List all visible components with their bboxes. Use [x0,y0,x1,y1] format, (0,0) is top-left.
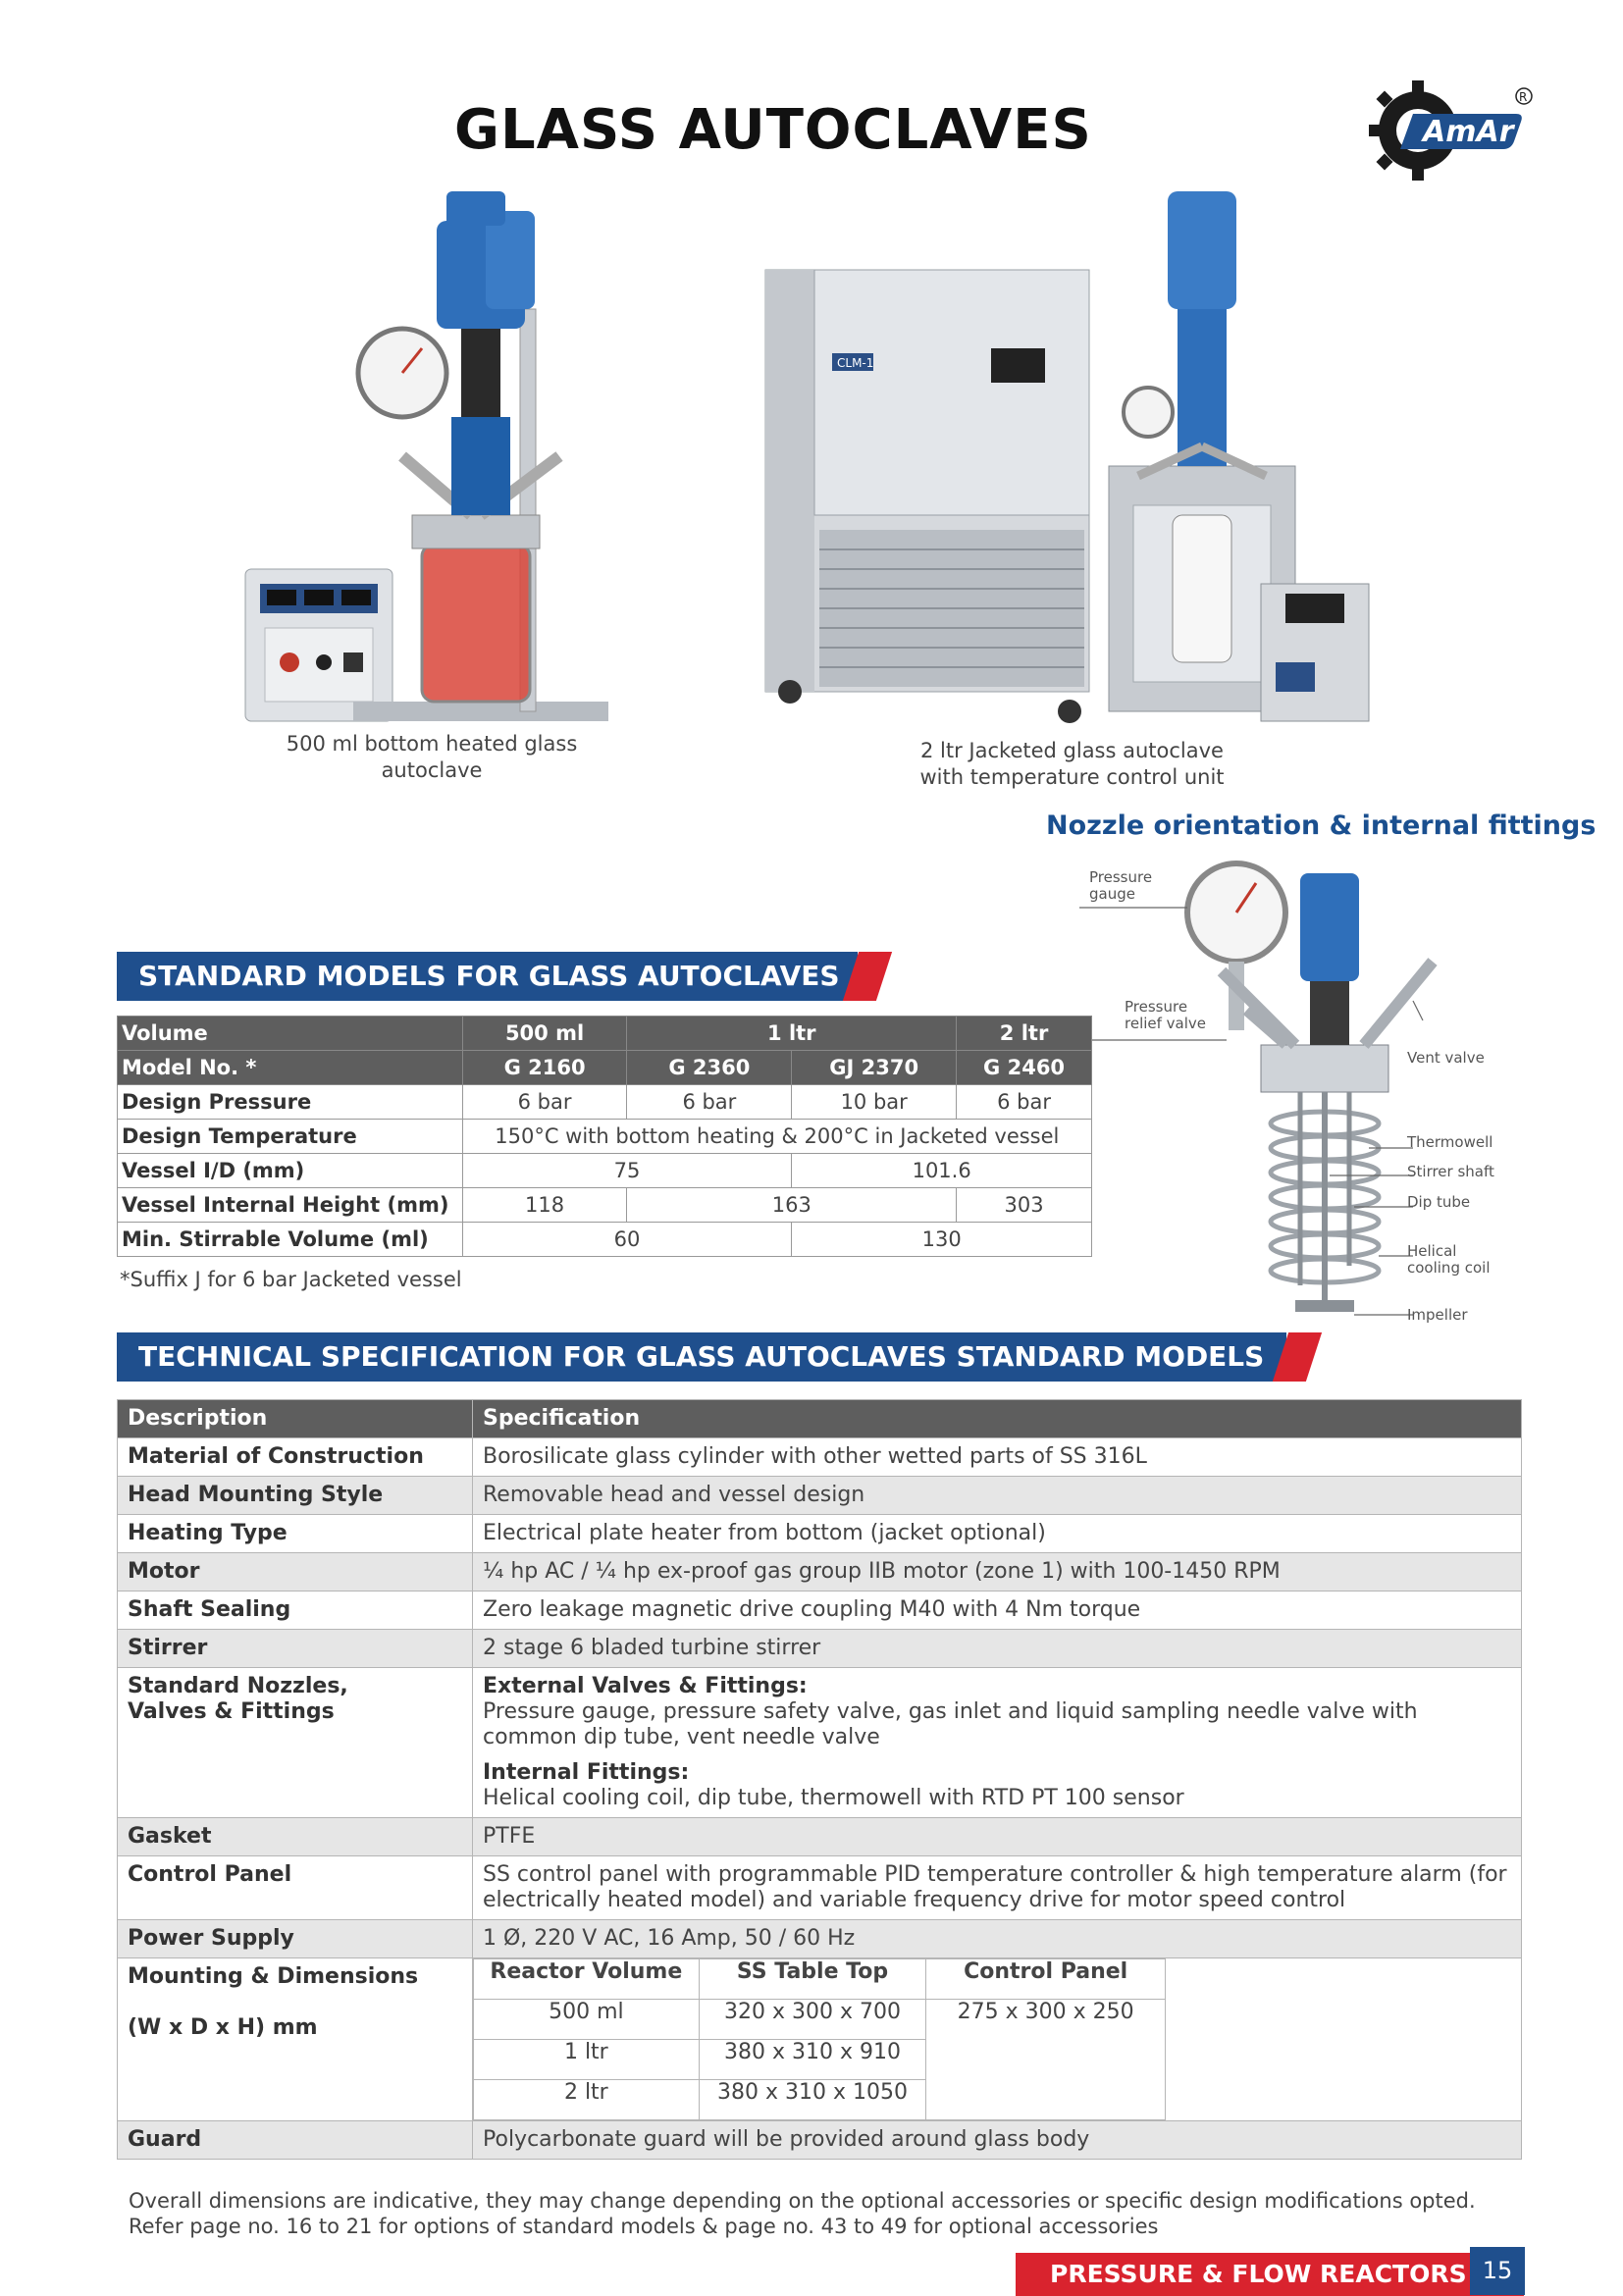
table-row: Description Specification [118,1400,1522,1438]
table-row: Head Mounting Style Removable head and vessel design [118,1477,1522,1515]
svg-text:AmAr: AmAr [1423,115,1514,149]
table-row: Heating Type Electrical plate heater from bottom (jacket optional) [118,1515,1522,1553]
table-row: Stirrer 2 stage 6 bladed turbine stirrer [118,1630,1522,1668]
technical-spec-banner: TECHNICAL SPECIFICATION FOR GLASS AUTOCLAVES STANDARD MODELS [117,1332,1314,1382]
table-row: Vessel I/D (mm) 75 101.6 [118,1154,1092,1188]
standard-models-banner: STANDARD MODELS FOR GLASS AUTOCLAVES [117,952,882,1001]
svg-text:R: R [1519,90,1528,104]
label-stirrer-shaft: Stirrer shaft [1407,1163,1494,1180]
table-row: Design Pressure 6 bar 6 bar 10 bar 6 bar [118,1085,1092,1120]
svg-text:CLM-1: CLM-1 [837,356,874,370]
right-photo-caption: 2 ltr Jacketed glass autoclave with temperature control unit [919,739,1225,789]
table-row: Mounting & Dimensions (W x D x H) mm Reactor Volume SS Table Top Control Panel 500 ml 320 x 300 x 700 275 x 300 x 250 1 ltr 380 x 310 x 910 2 ltr 380 x 310 x 1050 [118,1958,1522,2121]
autoclave-500ml-photo [236,191,618,736]
label-helical-cooling-coil: Helical cooling coil [1407,1242,1491,1277]
chiller-unit [765,270,1089,723]
table-row: Model No. * G 2160 G 2360 GJ 2370 G 2460 [118,1051,1092,1085]
table-row: Shaft Sealing Zero leakage magnetic drive coupling M40 with 4 Nm torque [118,1592,1522,1630]
page-number: 15 [1470,2247,1525,2295]
suffix-note: *Suffix J for 6 bar Jacketed vessel [120,1268,462,1291]
amar-logo [1369,77,1538,184]
technical-spec-table [117,1399,1522,2160]
label-pressure-relief-valve: Pressure relief valve [1125,998,1207,1032]
nozzle-heading: Nozzle orientation & internal fittings [1046,810,1597,841]
table-row: Control Panel SS control panel with programmable PID temperature controller & high temperature alarm (for electrically heated model) and variable frequency drive for motor speed control [118,1856,1522,1920]
label-impeller: Impeller [1407,1306,1468,1324]
table-row: Motor ¼ hp AC / ¼ hp ex-proof gas group IIB motor (zone 1) with 100-1450 RPM [118,1553,1522,1592]
table-row: Volume 500 ml 1 ltr 2 ltr [118,1017,1092,1051]
control-box [245,569,393,721]
dimensions-table: Reactor Volume SS Table Top Control Panel 500 ml 320 x 300 x 700 275 x 300 x 250 1 ltr 380 x 310 x 910 2 ltr 380 x 310 x 1050 [473,1958,1166,2120]
table-row: Material of Construction Borosilicate glass cylinder with other wetted parts of SS 316L [118,1438,1522,1477]
table-row: Standard Nozzles, Valves & Fittings External Valves & Fittings: Pressure gauge, pressure safety valve, gas inlet and liquid sampling needle valve with common dip tube, vent needle valve Internal Fittings: Helical cooling coil, dip tube, thermowell with RTD PT 100 sensor [118,1668,1522,1818]
label-vent-valve: Vent valve [1407,1049,1485,1067]
left-photo-caption: 500 ml bottom heated glass autoclave [286,732,578,782]
footer-note: Overall dimensions are indicative, they may change depending on the optional accessories or specific design modifications opted. Refer page no. 16 to 21 for options of standard models & page no. 43 to 49 for optional accessories [129,2189,1476,2238]
page-title: GLASS AUTOCLAVES [454,98,1092,162]
label-thermowell: Thermowell [1407,1133,1493,1151]
label-pressure-gauge: Pressure gauge [1089,868,1153,903]
label-dip-tube: Dip tube [1407,1193,1471,1211]
table-row: Min. Stirrable Volume (ml) 60 130 [118,1223,1092,1257]
table-row: Guard Polycarbonate guard will be provided around glass body [118,2121,1522,2160]
table-row: Vessel Internal Height (mm) 118 163 303 [118,1188,1092,1223]
table-row: Gasket PTFE [118,1818,1522,1856]
table-row: Power Supply 1 Ø, 220 V AC, 16 Amp, 50 / 60 Hz [118,1920,1522,1958]
table-row: Design Temperature 150°C with bottom heating & 200°C in Jacketed vessel [118,1120,1092,1154]
autoclave-2ltr-photo [756,191,1433,741]
standard-models-table [117,1016,1092,1257]
footer-section-label: PRESSURE & FLOW REACTORS [1050,2260,1467,2288]
